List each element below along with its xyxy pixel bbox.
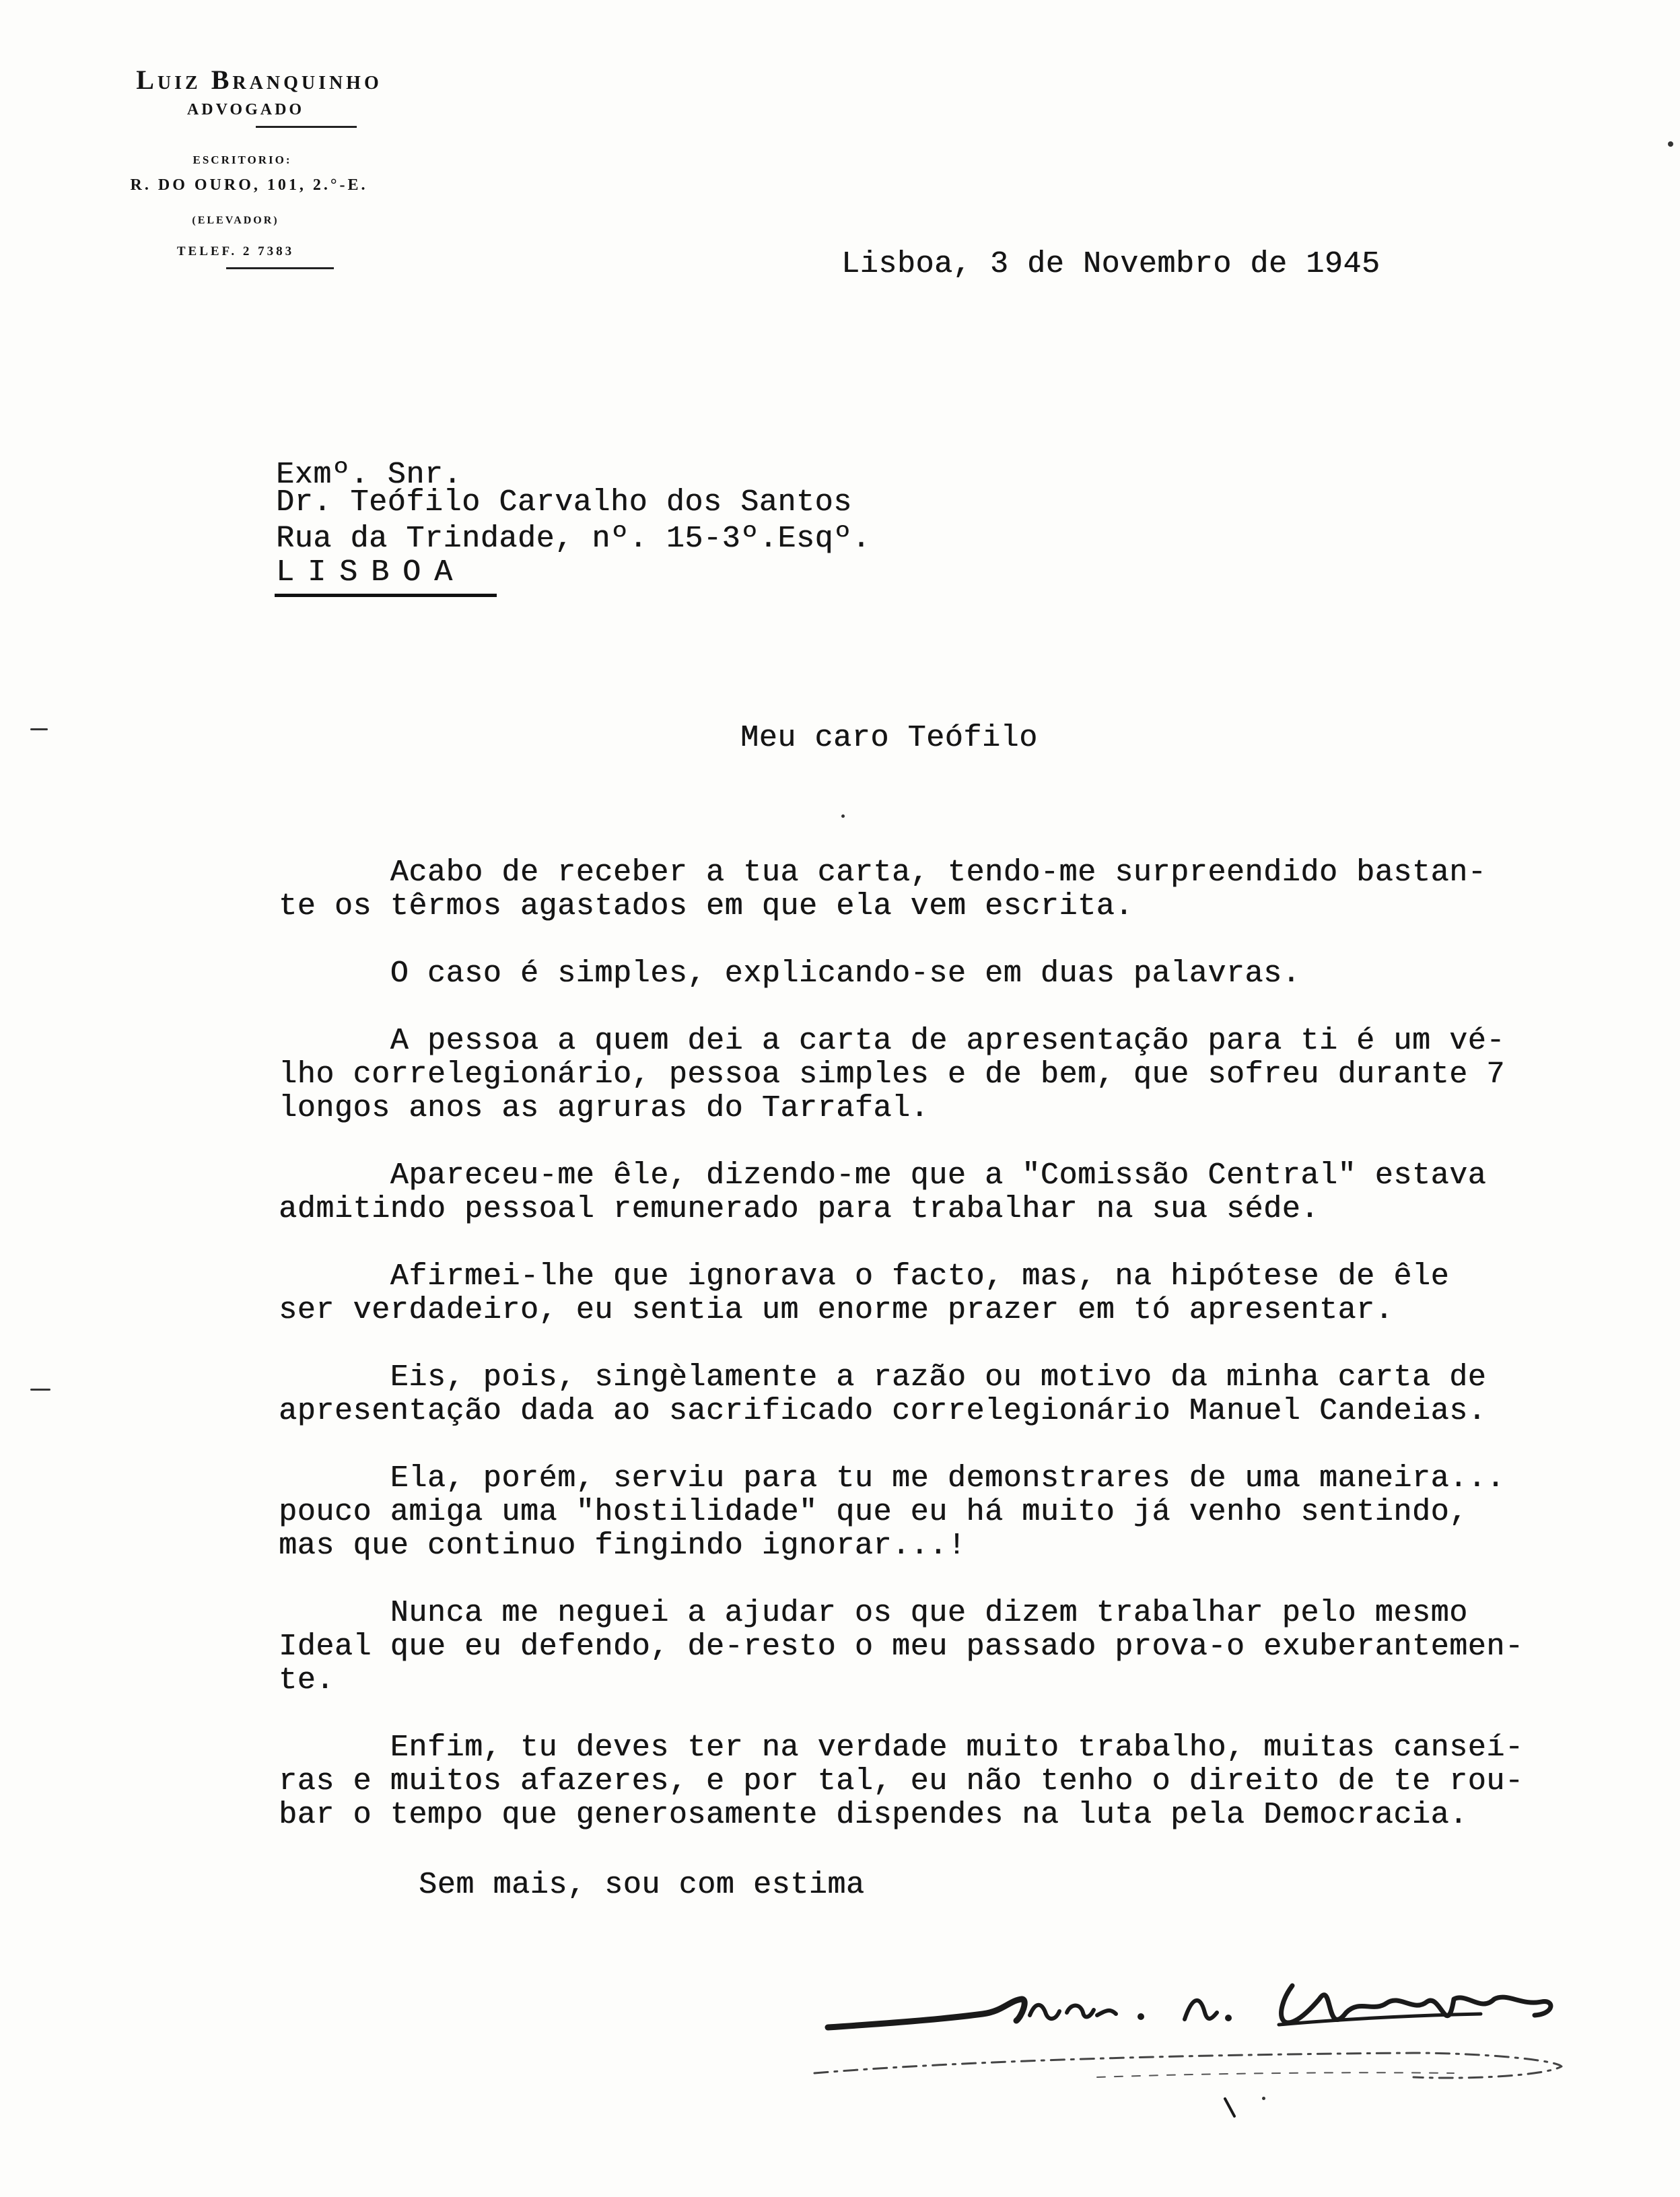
paragraph-2 xyxy=(279,957,1625,991)
letterhead xyxy=(61,64,464,269)
body-line: te. xyxy=(279,1663,335,1698)
body-line: lho correlegionário, pessoa simples e de bem, que sofreu durante 7 xyxy=(279,1057,1505,1092)
body-line: longos anos as agruras do Tarrafal. xyxy=(279,1091,930,1125)
letter-body xyxy=(279,856,1625,1832)
closing: Sem mais, sou com estima xyxy=(419,1868,865,1902)
body-line: Eis, pois, singèlamente a razão ou motivo da minha carta de xyxy=(279,1360,1487,1395)
salutation: Meu caro Teófilo xyxy=(740,721,1038,755)
letterhead-elevator: (ELEVADOR) xyxy=(192,215,279,226)
body-line: Apareceu-me êle, dizendo-me que a "Comissão Central" estava xyxy=(279,1158,1487,1193)
recipient-line-2: Dr. Teófilo Carvalho dos Santos xyxy=(276,485,852,520)
letterhead-title: ADVOGADO xyxy=(186,101,305,118)
paragraph-3 xyxy=(279,1024,1625,1125)
body-line: bar o tempo que generosamente dispendes na luta pela Democracia. xyxy=(279,1798,1468,1832)
recipient-city: LISBOA xyxy=(276,555,466,590)
body-line: Ela, porém, serviu para tu me demonstrares de uma maneira... xyxy=(279,1461,1505,1496)
letterhead-office-label: ESCRITORIO: xyxy=(193,153,292,166)
letterhead-rule xyxy=(256,126,357,128)
body-line: Enfim, tu deves ter na verdade muito trabalho, muitas canseí- xyxy=(279,1731,1524,1765)
body-line: O caso é simples, explicando-se em duas palavras. xyxy=(279,956,1301,991)
body-line: apresentação dada ao sacrificado correlegionário Manuel Candeias. xyxy=(279,1394,1487,1428)
handwritten-signature xyxy=(808,1972,1582,2134)
paper-mark xyxy=(30,728,48,730)
recipient-line-3: Rua da Trindade, nº. 15-3º.Esqº. xyxy=(276,522,871,556)
body-line: Nunca me neguei a ajudar os que dizem trabalhar pelo mesmo xyxy=(279,1596,1468,1630)
recipient-line-1: Exmº. Snr. xyxy=(276,458,462,492)
body-line: pouco amiga uma "hostilidade" que eu há muito já venho sentindo, xyxy=(279,1495,1468,1529)
paragraph-8 xyxy=(279,1597,1625,1698)
letterhead-rule-bottom xyxy=(226,267,334,269)
body-line: Afirmei-lhe que ignorava o facto, mas, na hipótese de êle xyxy=(279,1259,1450,1294)
body-line: Ideal que eu defendo, de-resto o meu passado prova-o exuberantemen- xyxy=(279,1630,1524,1664)
body-line: te os têrmos agastados em que ela vem escrita. xyxy=(279,889,1133,923)
paper-speck xyxy=(1668,141,1673,147)
signature-graphic xyxy=(808,1972,1582,2134)
letterhead-name: Luiz Branquinho xyxy=(136,65,382,95)
body-line: ras e muitos afazeres, e por tal, eu não tenho o direito de te rou- xyxy=(279,1764,1524,1799)
paper-mark xyxy=(30,1389,50,1391)
recipient-city-underline xyxy=(275,594,497,597)
body-line: Acabo de receber a tua carta, tendo-me surpreendido bastan- xyxy=(279,856,1487,890)
paper-speck xyxy=(841,814,845,818)
body-line: ser verdadeiro, eu sentia um enorme prazer em tó apresentar. xyxy=(279,1293,1394,1327)
paragraph-9 xyxy=(279,1731,1625,1832)
paper-speck xyxy=(1262,2097,1265,2100)
paragraph-4 xyxy=(279,1159,1625,1226)
body-line: A pessoa a quem dei a carta de apresentação para ti é um vé- xyxy=(279,1024,1505,1058)
letterhead-address: R. DO OURO, 101, 2.°-E. xyxy=(130,176,368,194)
body-line: mas que continuo fingindo ignorar...! xyxy=(279,1529,967,1563)
letter-date: Lisboa, 3 de Novembro de 1945 xyxy=(841,247,1380,281)
body-line: admitindo pessoal remunerado para trabalhar na sua séde. xyxy=(279,1192,1319,1226)
paragraph-7 xyxy=(279,1462,1625,1563)
paragraph-5 xyxy=(279,1260,1625,1327)
paragraph-1 xyxy=(279,856,1625,923)
paragraph-6 xyxy=(279,1361,1625,1428)
letterhead-phone: TELEF. 2 7383 xyxy=(176,244,295,258)
